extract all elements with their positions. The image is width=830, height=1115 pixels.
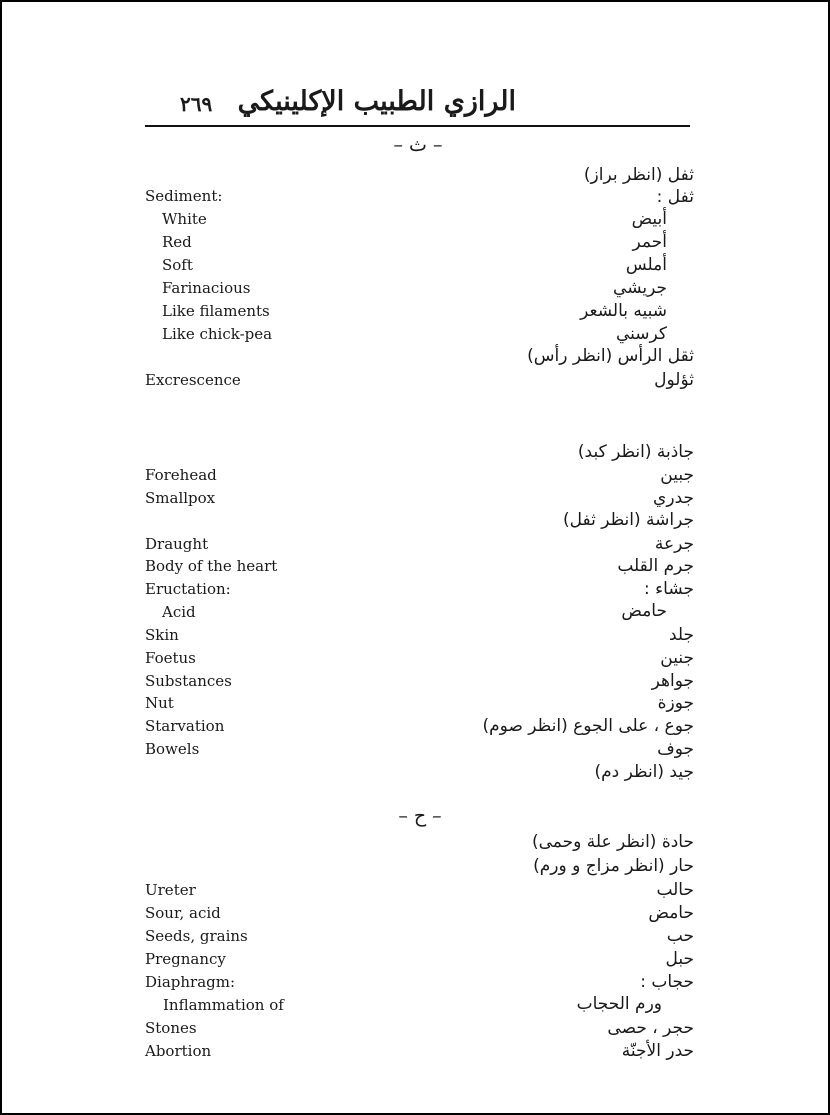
entry-en: Diaphragm:: [145, 973, 236, 991]
entry-en: Smallpox: [145, 489, 216, 507]
entry-ar: حامض: [648, 903, 694, 923]
entry-en: Pregnancy: [145, 950, 226, 968]
page-title: الرازي الطبيب الإكلينيكي: [237, 86, 516, 117]
entry-ar: جراشة (انظر ثفل): [562, 510, 694, 530]
entry-en: Sediment:: [145, 187, 223, 205]
entry-ar: كرسني: [615, 324, 667, 344]
entry-ar: ثفل (انظر براز): [583, 165, 694, 185]
entry-ar: حامض: [621, 601, 667, 621]
entry-en: Like chick-pea: [162, 325, 273, 343]
entry-en: Starvation: [145, 717, 225, 735]
entry-en: Stones: [145, 1019, 197, 1037]
entry-ar: حادة (انظر علة وحمى): [531, 832, 694, 852]
entry-ar: حالب: [656, 880, 694, 900]
entry-en: Sour, acid: [145, 904, 221, 922]
entry-ar: ثؤلول: [654, 370, 694, 390]
entry-ar: حب: [666, 926, 694, 946]
entry-en: Seeds, grains: [145, 927, 248, 945]
entry-en: Forehead: [145, 466, 217, 484]
entry-en: Substances: [145, 672, 232, 690]
entry-ar: ورم الحجاب: [576, 994, 662, 1014]
entry-ar: أحمر: [632, 232, 667, 252]
entry-ar: جرم القلب: [617, 556, 694, 576]
entry-ar: جدري: [653, 488, 694, 508]
entry-en: Bowels: [145, 740, 200, 758]
entry-en: Excrescence: [145, 371, 241, 389]
section-heading-ha: – ح –: [398, 805, 442, 827]
entry-en: Inflammation of: [163, 996, 284, 1014]
entry-ar: جلد: [668, 625, 694, 645]
entry-en: White: [162, 210, 207, 228]
entry-en: Eructation:: [145, 580, 231, 598]
entry-ar: حجاب :: [640, 972, 694, 992]
entry-ar: جريشي: [613, 278, 667, 298]
entry-en: Body of the heart: [145, 557, 278, 575]
entry-en: Ureter: [145, 881, 196, 899]
entry-ar: حار (انظر مزاج و ورم): [533, 856, 694, 876]
entry-en: Skin: [145, 626, 179, 644]
entry-ar: جواهر: [651, 671, 694, 691]
entry-en: Soft: [162, 256, 193, 274]
entry-en: Red: [162, 233, 192, 251]
entry-en: Nut: [145, 694, 174, 712]
entry-ar: جشاء :: [644, 579, 694, 599]
entry-ar: شبيه بالشعر: [580, 301, 667, 321]
section-heading-tha: – ث –: [393, 134, 443, 156]
header-rule: [145, 125, 690, 127]
entry-ar: أملس: [625, 255, 667, 275]
entry-ar: ثقل الرأس (انظر رأس): [527, 346, 694, 366]
entry-ar: جرعة: [654, 534, 694, 554]
entry-ar: أبيض: [631, 209, 667, 229]
entry-en: Foetus: [145, 649, 196, 667]
entry-ar: ثفل :: [656, 187, 694, 207]
entry-ar: جيد (انظر دم): [594, 762, 694, 782]
entry-en: Farinacious: [162, 279, 251, 297]
entry-ar: حجر ، حصى: [607, 1018, 694, 1038]
entry-ar: جوف: [657, 739, 694, 759]
entry-ar: جوزة: [657, 693, 694, 713]
entry-ar: حدر الأجنّة: [621, 1041, 694, 1061]
entry-ar: جنين: [660, 648, 694, 668]
entry-ar: جاذبة (انظر كبد): [577, 442, 694, 462]
entry-en: Draught: [145, 535, 209, 553]
entry-ar: جبين: [660, 465, 694, 485]
entry-ar: حبل: [665, 949, 694, 969]
entry-ar: جوع ، على الجوع (انظر صوم): [482, 716, 694, 736]
entry-en: Abortion: [145, 1042, 212, 1060]
entry-en: Like filaments: [162, 302, 270, 320]
entry-en: Acid: [162, 603, 196, 621]
page-number: ٢٦٩: [180, 92, 213, 116]
